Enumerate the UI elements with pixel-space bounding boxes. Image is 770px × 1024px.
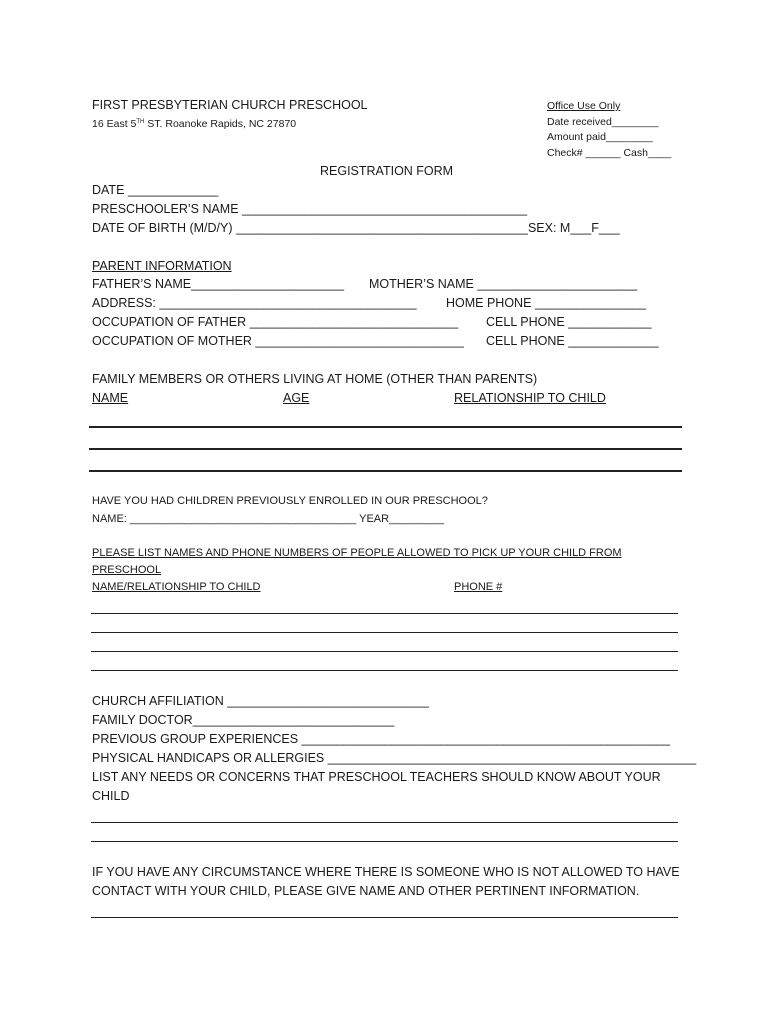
previous-enrolled-question: HAVE YOU HAD CHILDREN PREVIOUSLY ENROLLED IN OUR PRESCHOOL? <box>92 495 488 507</box>
office-use-title: Office Use Only <box>547 100 621 112</box>
restriction-entry-line[interactable] <box>91 917 678 918</box>
needs-concerns-line2: CHILD <box>92 789 130 803</box>
school-address <box>92 116 296 131</box>
occupation-father-field[interactable]: OCCUPATION OF FATHER ______________________________ <box>92 315 459 329</box>
family-col-name: NAME <box>92 391 129 405</box>
pickup-heading-line2: PRESCHOOL <box>92 564 162 576</box>
dob-sex-field[interactable]: DATE OF BIRTH (M/D/Y) __________________________________________SEX: M___F___ <box>92 221 620 235</box>
family-heading: FAMILY MEMBERS OR OTHERS LIVING AT HOME (OTHER THAN PARENTS) <box>92 372 538 386</box>
address-sup: TH <box>136 119 145 125</box>
address-field[interactable]: ADDRESS: _____________________________________ <box>92 296 417 310</box>
pickup-col-name: NAME/RELATIONSHIP TO CHILD <box>92 581 261 593</box>
office-date-received: Date received________ <box>547 116 659 128</box>
occupation-mother-field[interactable]: OCCUPATION OF MOTHER ______________________________ <box>92 334 464 348</box>
parent-info-heading: PARENT INFORMATION <box>92 259 232 273</box>
cell-phone-father-field[interactable]: CELL PHONE ____________ <box>486 315 652 329</box>
previous-name-year-field[interactable]: NAME: _____________________________________ YEAR_________ <box>92 513 445 525</box>
needs-entry-line[interactable] <box>91 822 678 823</box>
family-entry-line[interactable] <box>89 426 682 428</box>
group-experiences-field[interactable]: PREVIOUS GROUP EXPERIENCES _____________________________________________________ <box>92 732 670 746</box>
pickup-entry-line[interactable] <box>91 670 678 671</box>
restriction-line1: IF YOU HAVE ANY CIRCUMSTANCE WHERE THERE IS SOMEONE WHO IS NOT ALLOWED TO HAVE <box>92 865 680 879</box>
pickup-heading-line1: PLEASE LIST NAMES AND PHONE NUMBERS OF PEOPLE ALLOWED TO PICK UP YOUR CHILD FROM <box>92 547 622 559</box>
office-amount-paid: Amount paid________ <box>547 131 653 143</box>
family-doctor-field[interactable]: FAMILY DOCTOR_____________________________ <box>92 713 395 727</box>
pickup-entry-line[interactable] <box>91 651 678 652</box>
school-name: FIRST PRESBYTERIAN CHURCH PRESCHOOL <box>92 98 368 112</box>
family-entry-line[interactable] <box>89 470 682 472</box>
date-field[interactable]: DATE _____________ <box>92 183 219 197</box>
address-post: ST. Roanoke Rapids, NC 27870 <box>144 118 297 130</box>
preschooler-name-field[interactable]: PRESCHOOLER’S NAME _________________________________________ <box>92 202 528 216</box>
family-col-age: AGE <box>283 391 310 405</box>
family-col-relationship: RELATIONSHIP TO CHILD <box>454 391 606 405</box>
handicaps-allergies-field[interactable]: PHYSICAL HANDICAPS OR ALLERGIES _____________________________________________________ <box>92 751 697 765</box>
restriction-line2: CONTACT WITH YOUR CHILD, PLEASE GIVE NAME AND OTHER PERTINENT INFORMATION. <box>92 884 640 898</box>
needs-entry-line[interactable] <box>91 841 678 842</box>
address-pre: 16 East 5 <box>92 118 137 130</box>
pickup-entry-line[interactable] <box>91 632 678 633</box>
office-check-cash: Check# ______ Cash____ <box>547 147 672 159</box>
form-title: REGISTRATION FORM <box>320 164 454 178</box>
needs-concerns-line1: LIST ANY NEEDS OR CONCERNS THAT PRESCHOOL TEACHERS SHOULD KNOW ABOUT YOUR <box>92 770 661 784</box>
home-phone-field[interactable]: HOME PHONE ________________ <box>446 296 647 310</box>
cell-phone-mother-field[interactable]: CELL PHONE _____________ <box>486 334 659 348</box>
family-entry-line[interactable] <box>89 448 682 450</box>
pickup-entry-line[interactable] <box>91 613 678 614</box>
fathers-name-field[interactable]: FATHER’S NAME______________________ <box>92 277 345 291</box>
mothers-name-field[interactable]: MOTHER’S NAME _______________________ <box>369 277 638 291</box>
church-affiliation-field[interactable]: CHURCH AFFILIATION _____________________________ <box>92 694 429 708</box>
pickup-col-phone: PHONE # <box>454 581 503 593</box>
